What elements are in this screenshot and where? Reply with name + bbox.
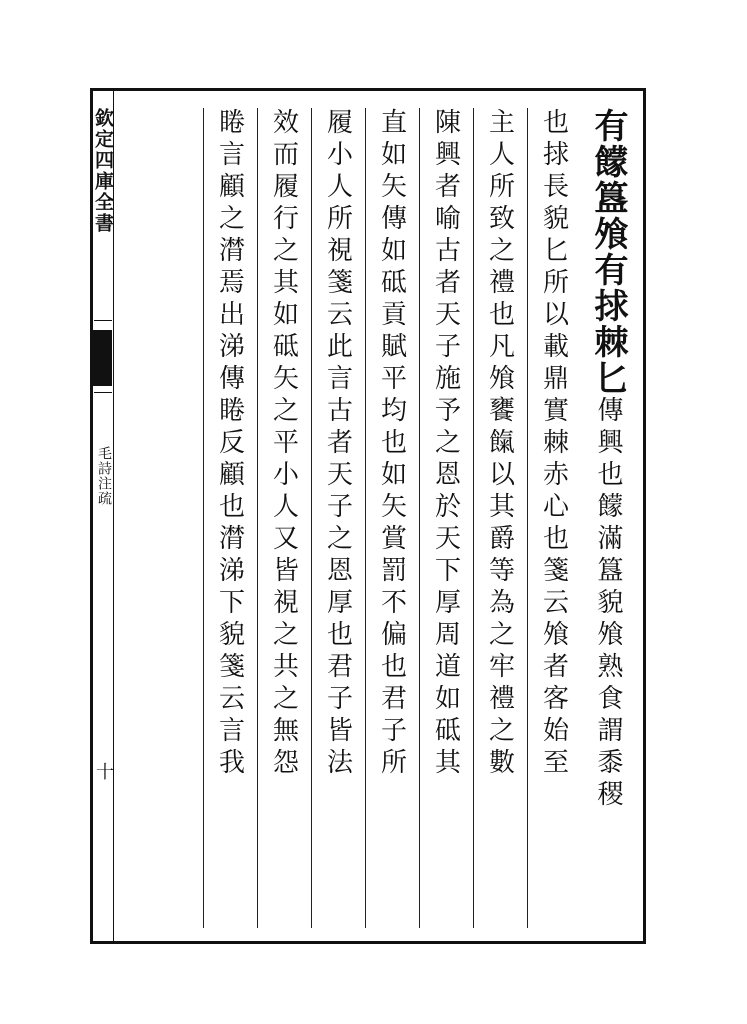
fish-tail-mark bbox=[92, 330, 112, 386]
commentary-text: 陳興者喻古者天子施予之恩於天下厚周道如砥其 bbox=[430, 108, 461, 780]
text-column-1 bbox=[582, 108, 634, 928]
collection-title: 欽定四庫全書 bbox=[92, 108, 114, 234]
text-column-3 bbox=[473, 108, 525, 928]
commentary-text: 主人所致之禮也凡飧饔餼以其爵等為之牢禮之數 bbox=[484, 108, 515, 780]
page-number: 十 bbox=[93, 762, 114, 780]
commentary-text: 履小人所視箋云此言古者天子之恩厚也君子皆法 bbox=[322, 108, 353, 780]
strip-divider bbox=[94, 392, 112, 393]
text-column-8 bbox=[203, 108, 255, 928]
commentary-text: 睠言顧之潸焉出涕傳睠反顧也潸涕下貌箋云言我 bbox=[214, 108, 245, 780]
commentary-text: 也捄長貌匕所以載鼎實棘赤心也箋云飧者客始至 bbox=[538, 108, 569, 780]
main-text: 有饛簋飧有捄棘匕 bbox=[588, 108, 628, 396]
strip-divider bbox=[94, 320, 112, 321]
commentary-text: 直如矢傳如砥貢賦平均也如矢賞罰不偏也君子所 bbox=[376, 108, 407, 780]
book-title: 毛詩注疏 bbox=[96, 446, 112, 506]
commentary-text: 效而履行之其如砥矢之平小人又皆視之共之無怨 bbox=[268, 108, 299, 780]
text-column-6 bbox=[311, 108, 363, 928]
text-column-4 bbox=[419, 108, 471, 928]
text-column-5 bbox=[365, 108, 417, 928]
commentary-text: 傳興也饛滿簋貌飧熟食謂黍稷 bbox=[593, 396, 623, 812]
text-column-7 bbox=[257, 108, 309, 928]
text-column-2 bbox=[527, 108, 579, 928]
